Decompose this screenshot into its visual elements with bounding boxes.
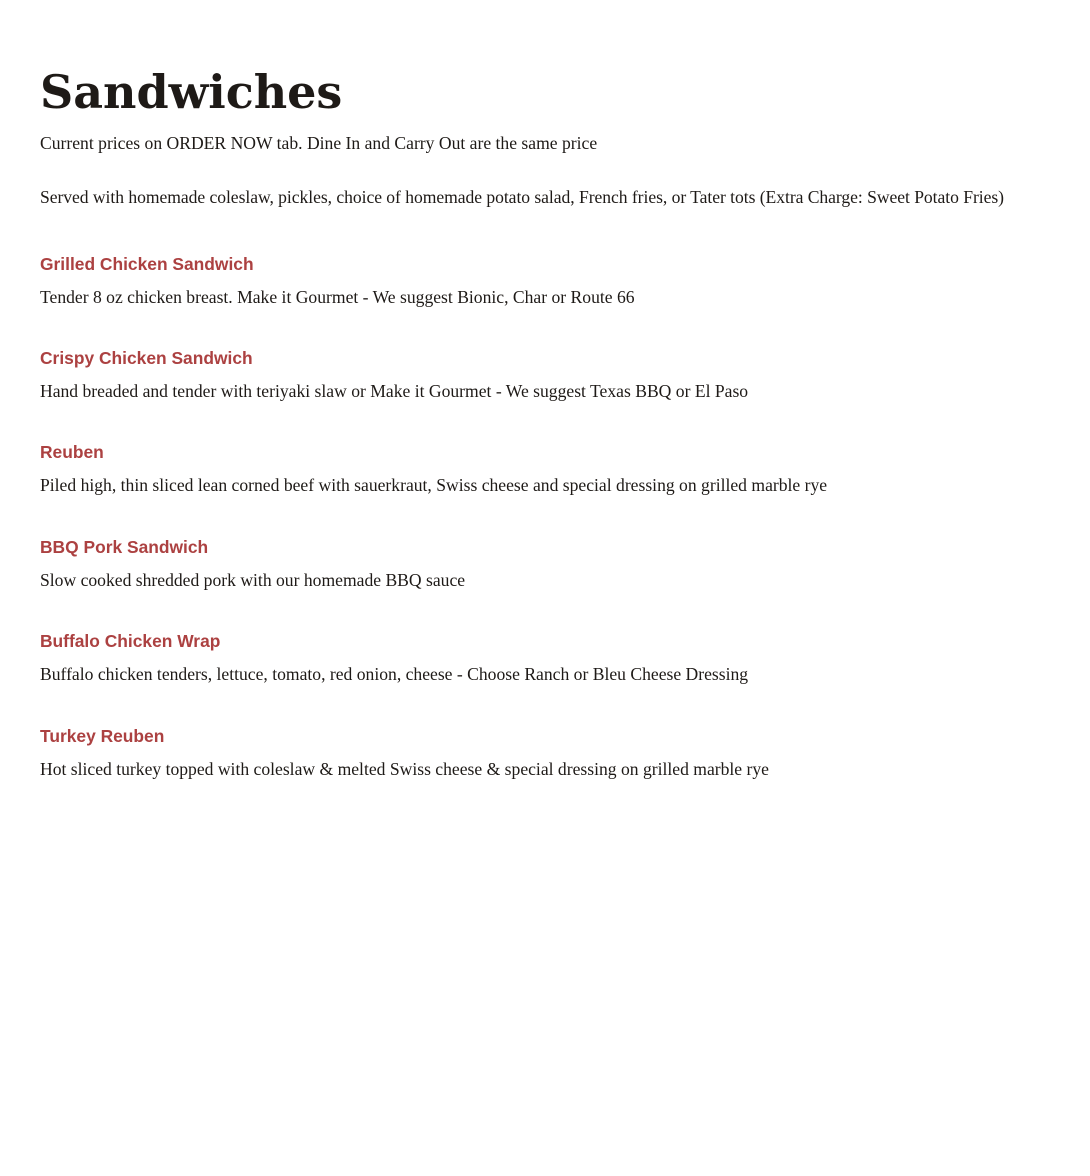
menu-item-reuben: [40, 440, 1080, 510]
menu-item-buffalo-chicken-wrap: [40, 629, 1080, 699]
menu-item-description: Hot sliced turkey topped with coleslaw & melted Swiss cheese & special dressing on grilled marble rye: [40, 759, 769, 779]
menu-item-bbq-pork-sandwich: [40, 535, 1080, 605]
menu-item-turkey-reuben: [40, 724, 1080, 794]
menu-item-name: Buffalo Chicken Wrap: [40, 631, 221, 651]
price-note: Current prices on ORDER NOW tab. Dine In and Carry Out are the same price: [40, 133, 598, 153]
sides-note: Served with homemade coleslaw, pickles, choice of homemade potato salad, French fries, or Tater tots (Extra Charge: Sweet Potato Fries): [40, 187, 1004, 207]
menu-item-name: BBQ Pork Sandwich: [40, 537, 209, 557]
menu-item-description: Tender 8 oz chicken breast. Make it Gourmet - We suggest Bionic, Char or Route 66: [40, 287, 635, 307]
menu-item-description: Piled high, thin sliced lean corned beef with sauerkraut, Swiss cheese and special dressing on grilled marble rye: [40, 475, 828, 495]
menu-item-description: Slow cooked shredded pork with our homemade BBQ sauce: [40, 570, 466, 590]
menu-item-name: Reuben: [40, 442, 104, 462]
menu-item-description: Hand breaded and tender with teriyaki slaw or Make it Gourmet - We suggest Texas BBQ or El Paso: [40, 381, 749, 401]
menu-item-description: Buffalo chicken tenders, lettuce, tomato, red onion, cheese - Choose Ranch or Bleu Cheese Dressing: [40, 664, 749, 684]
menu-item-grilled-chicken-sandwich: [40, 252, 1080, 322]
menu-item-crispy-chicken-sandwich: [40, 346, 1080, 416]
menu-item-name: Grilled Chicken Sandwich: [40, 254, 254, 274]
menu-item-name: Turkey Reuben: [40, 726, 165, 746]
menu-item-name: Crispy Chicken Sandwich: [40, 348, 253, 368]
section-title: Sandwiches: [40, 65, 343, 119]
